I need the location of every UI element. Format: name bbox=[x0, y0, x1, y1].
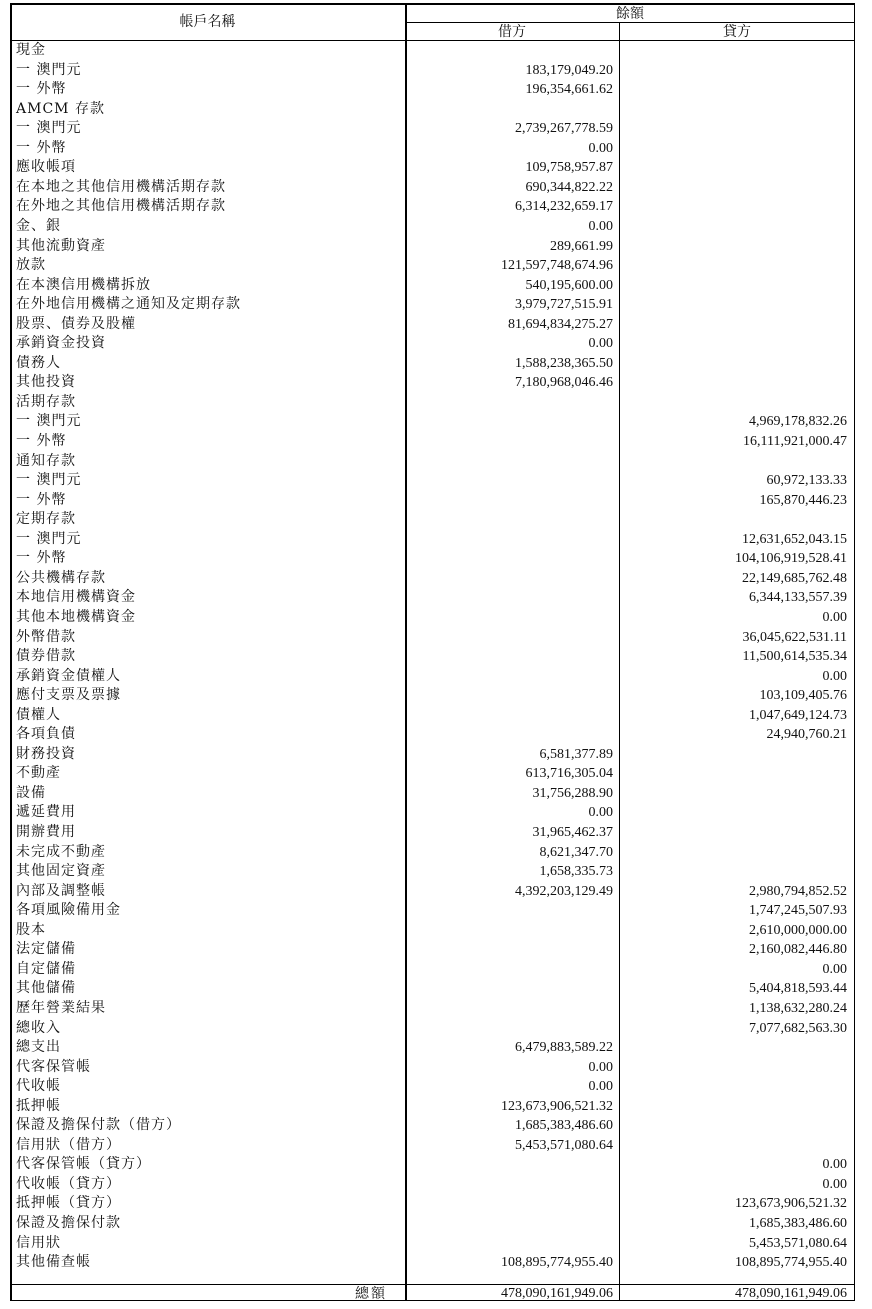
table-row bbox=[10, 1155, 855, 1175]
account-name: 債權人 bbox=[16, 706, 61, 723]
debit-value: 0.00 bbox=[588, 805, 613, 821]
table-row bbox=[10, 256, 855, 276]
table-row bbox=[10, 510, 855, 530]
debit-value: 31,756,288.90 bbox=[532, 785, 613, 801]
debit-value: 7,180,968,046.46 bbox=[515, 375, 613, 391]
account-name: 放款 bbox=[16, 257, 46, 274]
table-row bbox=[10, 667, 855, 687]
account-name: 設備 bbox=[16, 784, 46, 801]
account-name: 其他備查帳 bbox=[16, 1254, 91, 1271]
account-name: 應收帳項 bbox=[16, 159, 76, 176]
table-row bbox=[10, 882, 855, 902]
account-name: 一 澳門元 bbox=[16, 530, 82, 547]
table-row bbox=[10, 491, 855, 511]
table-row bbox=[10, 628, 855, 648]
credit-value: 7,077,682,563.30 bbox=[749, 1020, 847, 1036]
table-row bbox=[10, 921, 855, 941]
table-row bbox=[10, 1136, 855, 1156]
table-row bbox=[10, 999, 855, 1019]
account-name: 遞延費用 bbox=[16, 804, 76, 821]
table-row bbox=[10, 725, 855, 745]
account-name: 未完成不動產 bbox=[16, 843, 106, 860]
debit-value: 690,344,822.22 bbox=[525, 179, 613, 195]
account-name: 一 外幣 bbox=[16, 139, 67, 156]
table-row bbox=[10, 1097, 855, 1117]
account-name: 不動產 bbox=[16, 765, 61, 782]
account-name: 代客保管帳 bbox=[16, 1058, 91, 1075]
credit-value: 108,895,774,955.40 bbox=[735, 1255, 847, 1271]
credit-value: 2,980,794,852.52 bbox=[749, 883, 847, 899]
debit-value: 0.00 bbox=[588, 140, 613, 156]
table-row bbox=[10, 1175, 855, 1195]
account-name: 公共機構存款 bbox=[16, 569, 106, 586]
table-row bbox=[10, 843, 855, 863]
table-row bbox=[10, 61, 855, 81]
total-debit: 478,090,161,949.06 bbox=[501, 1286, 613, 1301]
header-credit: 貸方 bbox=[723, 24, 751, 40]
table-row bbox=[10, 276, 855, 296]
credit-value: 123,673,906,521.32 bbox=[735, 1196, 847, 1212]
table-row bbox=[10, 197, 855, 217]
debit-value: 5,453,571,080.64 bbox=[515, 1137, 613, 1153]
credit-value: 24,940,760.21 bbox=[766, 727, 847, 743]
account-name: 本地信用機構資金 bbox=[16, 589, 136, 606]
account-name: 總收入 bbox=[16, 1019, 61, 1036]
debit-value: 613,716,305.04 bbox=[525, 766, 613, 782]
account-name: 外幣借款 bbox=[16, 628, 76, 645]
table-row bbox=[10, 1214, 855, 1234]
account-name: 一 澳門元 bbox=[16, 413, 82, 430]
account-name: 定期存款 bbox=[16, 511, 76, 528]
table-row bbox=[10, 569, 855, 589]
account-name: 抵押帳（貸方） bbox=[16, 1195, 121, 1212]
credit-value: 4,969,178,832.26 bbox=[749, 414, 847, 430]
table-row bbox=[10, 530, 855, 550]
account-name: 在本地之其他信用機構活期存款 bbox=[16, 178, 226, 195]
table-row bbox=[10, 373, 855, 393]
debit-value: 6,581,377.89 bbox=[539, 746, 613, 762]
account-name: 應付支票及票據 bbox=[16, 687, 121, 704]
debit-value: 196,354,661.62 bbox=[525, 82, 613, 98]
credit-value: 22,149,685,762.48 bbox=[742, 570, 847, 586]
debit-value: 0.00 bbox=[588, 1079, 613, 1095]
table-row bbox=[10, 803, 855, 823]
account-name: 一 外幣 bbox=[16, 81, 67, 98]
table-row bbox=[10, 412, 855, 432]
credit-value: 11,500,614,535.34 bbox=[742, 649, 847, 665]
account-name: 其他儲備 bbox=[16, 980, 76, 997]
debit-value: 1,588,238,365.50 bbox=[515, 355, 613, 371]
debit-value: 6,479,883,589.22 bbox=[515, 1040, 613, 1056]
account-name: 各項負債 bbox=[16, 726, 76, 743]
account-name: 信用狀（借方） bbox=[16, 1136, 121, 1153]
table-row bbox=[10, 1253, 855, 1273]
table-row bbox=[10, 706, 855, 726]
table-row bbox=[10, 178, 855, 198]
account-name: 內部及調整帳 bbox=[16, 882, 106, 899]
credit-value: 1,685,383,486.60 bbox=[749, 1216, 847, 1231]
account-name: 代客保管帳（貸方） bbox=[16, 1156, 151, 1173]
account-name: 金、銀 bbox=[16, 217, 61, 234]
divider-total bbox=[10, 1284, 855, 1285]
table-row bbox=[10, 139, 855, 159]
header-account-name: 帳戶名稱 bbox=[179, 14, 236, 30]
credit-value: 12,631,652,043.15 bbox=[742, 531, 847, 547]
account-name: 一 外幣 bbox=[16, 433, 67, 449]
table-row bbox=[10, 940, 855, 960]
table-row bbox=[10, 471, 855, 491]
account-name: 現金 bbox=[16, 42, 46, 58]
credit-value: 1,138,632,280.24 bbox=[749, 1000, 847, 1016]
table-row bbox=[10, 119, 855, 139]
debit-value: 1,658,335.73 bbox=[539, 864, 613, 880]
table-row bbox=[10, 647, 855, 667]
table-row bbox=[10, 295, 855, 315]
account-name: 代收帳（貸方） bbox=[16, 1175, 121, 1192]
debit-value: 3,979,727,515.91 bbox=[515, 297, 613, 313]
account-name: 債務人 bbox=[16, 354, 61, 371]
ledger-table bbox=[10, 3, 855, 1301]
account-name: 通知存款 bbox=[16, 452, 76, 469]
header-balance: 餘額 bbox=[616, 6, 644, 22]
credit-value: 5,404,818,593.44 bbox=[749, 981, 847, 997]
credit-value: 0.00 bbox=[822, 961, 847, 977]
account-name: AMCM 存款 bbox=[16, 100, 105, 117]
table-row bbox=[10, 745, 855, 765]
debit-value: 0.00 bbox=[588, 218, 613, 234]
table-row bbox=[10, 862, 855, 882]
table-row bbox=[10, 901, 855, 921]
credit-value: 1,047,649,124.73 bbox=[749, 707, 847, 723]
total-label: 總額 bbox=[355, 1286, 387, 1302]
table-row bbox=[10, 686, 855, 706]
debit-value: 4,392,203,129.49 bbox=[515, 883, 613, 899]
credit-value: 60,972,133.33 bbox=[766, 473, 847, 489]
account-name: 在外地信用機構之通知及定期存款 bbox=[16, 296, 241, 313]
table-row bbox=[10, 1234, 855, 1254]
table-row bbox=[10, 549, 855, 569]
table-row bbox=[10, 979, 855, 999]
border-top bbox=[10, 3, 855, 5]
account-name: 其他流動資產 bbox=[16, 237, 106, 254]
credit-value: 5,453,571,080.64 bbox=[749, 1235, 847, 1251]
debit-value: 2,739,267,778.59 bbox=[515, 121, 613, 137]
credit-value: 165,870,446.23 bbox=[759, 492, 847, 508]
account-name: 代收帳 bbox=[16, 1078, 61, 1095]
table-row bbox=[10, 315, 855, 335]
table-row bbox=[10, 158, 855, 178]
account-name: 自定儲備 bbox=[16, 960, 76, 977]
debit-value: 108,895,774,955.40 bbox=[501, 1255, 613, 1271]
account-name: 財務投資 bbox=[16, 745, 76, 762]
account-name: 其他本地機構資金 bbox=[16, 608, 136, 625]
account-name: 一 澳門元 bbox=[16, 61, 82, 78]
table-row bbox=[10, 1116, 855, 1136]
credit-value: 6,344,133,557.39 bbox=[749, 590, 847, 606]
table-row bbox=[10, 823, 855, 843]
debit-value: 8,621,347.70 bbox=[539, 844, 613, 860]
credit-value: 0.00 bbox=[822, 1157, 847, 1173]
debit-value: 31,965,462.37 bbox=[532, 825, 613, 840]
table-row bbox=[10, 452, 855, 472]
account-name: 一 外幣 bbox=[16, 550, 67, 567]
account-name: 活期存款 bbox=[16, 393, 76, 410]
debit-value: 1,685,383,486.60 bbox=[515, 1118, 613, 1134]
table-row bbox=[10, 1019, 855, 1039]
account-name: 總支出 bbox=[16, 1039, 61, 1056]
credit-value: 2,160,082,446.80 bbox=[749, 942, 847, 958]
debit-value: 121,597,748,674.96 bbox=[501, 258, 613, 274]
table-row bbox=[10, 1038, 855, 1058]
account-name: 債券借款 bbox=[16, 648, 76, 665]
table-row bbox=[10, 334, 855, 354]
debit-value: 81,694,834,275.27 bbox=[508, 316, 613, 332]
account-name: 其他固定資產 bbox=[16, 863, 106, 880]
account-name: 在本澳信用機構拆放 bbox=[16, 276, 151, 293]
account-name: 一 澳門元 bbox=[16, 120, 82, 137]
table-row bbox=[10, 1077, 855, 1097]
total-credit: 478,090,161,949.06 bbox=[735, 1286, 847, 1301]
debit-value: 183,179,049.20 bbox=[525, 62, 613, 78]
table-row bbox=[10, 960, 855, 980]
account-name: 歷年營業結果 bbox=[16, 999, 106, 1016]
table-row bbox=[10, 237, 855, 257]
table-row bbox=[10, 764, 855, 784]
account-name: 保證及擔保付款（借方） bbox=[16, 1117, 181, 1134]
debit-value: 109,758,957.87 bbox=[525, 160, 613, 176]
divider-balance-sub bbox=[405, 22, 855, 23]
account-name: 信用狀 bbox=[16, 1234, 61, 1251]
credit-value: 103,109,405.76 bbox=[759, 688, 847, 704]
debit-value: 540,195,600.00 bbox=[525, 277, 613, 293]
account-name: 一 外幣 bbox=[16, 491, 67, 508]
credit-value: 36,045,622,531.11 bbox=[742, 629, 847, 645]
table-row bbox=[10, 1194, 855, 1214]
table-row bbox=[10, 608, 855, 628]
account-name: 各項風險備用金 bbox=[16, 902, 121, 919]
table-row bbox=[10, 41, 855, 61]
account-name: 其他投資 bbox=[16, 374, 76, 391]
account-name: 抵押帳 bbox=[16, 1097, 61, 1114]
account-name: 開辦費用 bbox=[16, 824, 76, 840]
table-row bbox=[10, 393, 855, 413]
table-row bbox=[10, 432, 855, 452]
debit-value: 0.00 bbox=[588, 1059, 613, 1075]
debit-value: 289,661.99 bbox=[550, 238, 613, 254]
account-name: 股票、債券及股權 bbox=[16, 315, 136, 332]
credit-value: 0.00 bbox=[822, 1176, 847, 1192]
table-row bbox=[10, 784, 855, 804]
table-row bbox=[10, 217, 855, 237]
credit-value: 0.00 bbox=[822, 609, 847, 625]
credit-value: 0.00 bbox=[822, 668, 847, 684]
account-name: 承銷資金債權人 bbox=[16, 667, 121, 684]
table-row bbox=[10, 80, 855, 100]
account-name: 一 澳門元 bbox=[16, 472, 82, 489]
debit-value: 6,314,232,659.17 bbox=[515, 199, 613, 215]
table-row bbox=[10, 1058, 855, 1078]
account-name: 股本 bbox=[16, 921, 46, 938]
table-row bbox=[10, 100, 855, 120]
credit-value: 2,610,000,000.00 bbox=[749, 922, 847, 938]
credit-value: 104,106,919,528.41 bbox=[735, 551, 847, 567]
border-bottom bbox=[10, 1300, 855, 1302]
credit-value: 16,111,921,000.47 bbox=[743, 434, 847, 449]
account-name: 保證及擔保付款 bbox=[16, 1215, 121, 1231]
account-name: 法定儲備 bbox=[16, 941, 76, 958]
account-name: 承銷資金投資 bbox=[16, 335, 106, 352]
table-row bbox=[10, 588, 855, 608]
table-row bbox=[10, 354, 855, 374]
account-name: 在外地之其他信用機構活期存款 bbox=[16, 198, 226, 215]
credit-value: 1,747,245,507.93 bbox=[749, 903, 847, 919]
header-debit: 借方 bbox=[498, 24, 526, 40]
debit-value: 0.00 bbox=[588, 336, 613, 352]
debit-value: 123,673,906,521.32 bbox=[501, 1098, 613, 1114]
